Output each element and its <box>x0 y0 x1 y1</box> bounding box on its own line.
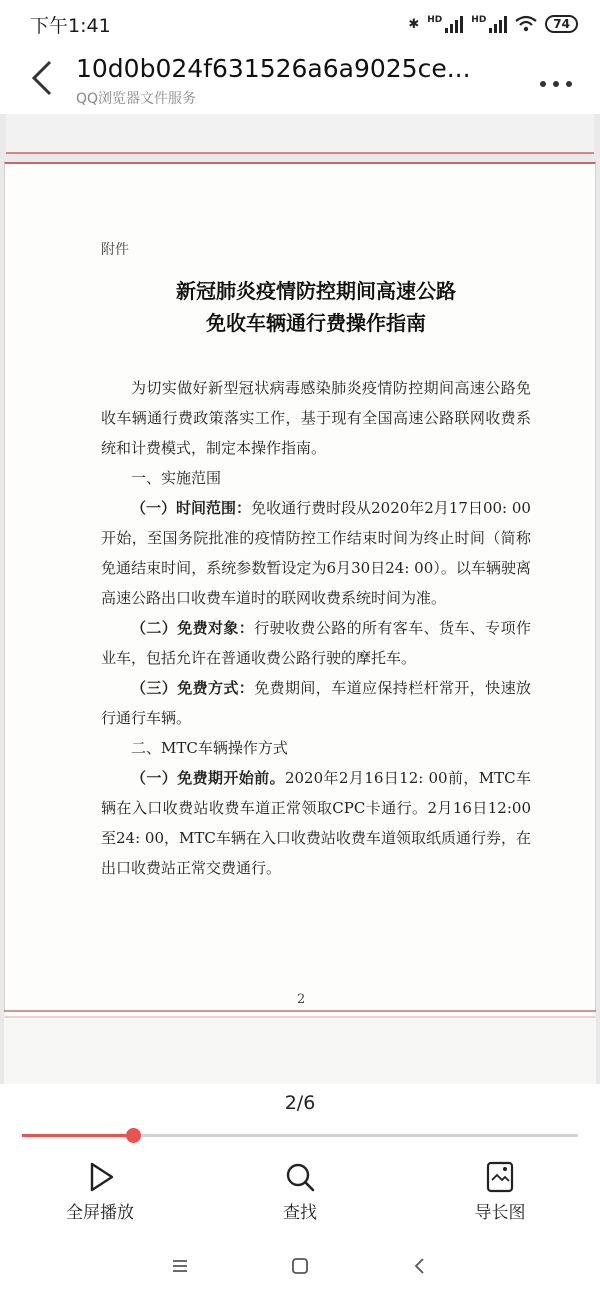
page-progress-slider[interactable] <box>22 1134 578 1137</box>
bluetooth-icon: ✱ <box>408 16 420 32</box>
search-icon <box>283 1160 317 1194</box>
paragraph-before-free-period: （一）免费期开始前。2020年2月16日12: 00前，MTC车辆在入口收费站收费车道正常领取CPC卡通行。2月16日12:00至24: 00，MTC车辆在入口收费站收费车道领取纸质通行券，在出口收费站正常交费通行。 <box>101 769 531 877</box>
title-bar <box>0 48 600 114</box>
fullscreen-play-button[interactable] <box>0 1152 200 1232</box>
status-bar <box>0 0 600 48</box>
document-title-line1: 新冠肺炎疫情防控期间高速公路 <box>176 279 456 303</box>
export-long-image-button[interactable] <box>400 1152 600 1232</box>
file-subtitle: QQ浏览器文件服务 <box>76 91 197 107</box>
menu-icon[interactable] <box>169 1255 191 1277</box>
previous-page-edge <box>6 114 594 154</box>
paragraph-free-method: （三）免费方式：免费期间，车道应保持栏杆常开，快速放行通行车辆。 <box>101 679 531 727</box>
home-icon[interactable] <box>289 1255 311 1277</box>
document-viewer[interactable] <box>0 114 600 1084</box>
page-number: 2 <box>297 992 306 1007</box>
back-arrow-icon[interactable] <box>28 58 64 98</box>
bottom-toolbar <box>0 1152 600 1232</box>
page-counter: 2/6 <box>284 1092 316 1114</box>
signal-icon: HD <box>427 15 463 33</box>
back-icon[interactable] <box>409 1255 431 1277</box>
system-nav-bar <box>0 1232 600 1300</box>
long-image-icon <box>483 1160 517 1194</box>
document-title-line2: 免收车辆通行费操作指南 <box>206 311 426 335</box>
file-title: 10d0b024f631526a6a9025ce... <box>76 54 471 83</box>
export-long-image-label: 导长图 <box>474 1203 526 1223</box>
document-content <box>101 239 531 883</box>
more-icon[interactable] <box>538 66 574 96</box>
next-page-edge <box>4 1010 596 1084</box>
find-button[interactable] <box>200 1152 400 1232</box>
find-label: 查找 <box>283 1203 317 1223</box>
progress-fill <box>22 1134 133 1137</box>
attachment-label: 附件 <box>101 242 129 258</box>
paragraph-time-scope: （一）时间范围：免收通行费时段从2020年2月17日00: 00开始，至国务院批准的疫情防控工作结束时间为终止时间（简称免通结束时间，系统参数暂设定为6月30日24: 00）。以车辆驶离高速公路出口收费车道时的联网收费系统时间为准。 <box>101 499 531 607</box>
progress-knob[interactable] <box>126 1128 141 1143</box>
battery-icon: 74 <box>545 15 578 33</box>
fullscreen-play-label: 全屏播放 <box>66 1203 134 1223</box>
wifi-icon <box>515 15 537 33</box>
section-heading-2: 二、MTC车辆操作方式 <box>131 739 288 757</box>
play-icon <box>83 1160 117 1194</box>
signal-icon-2: HD <box>471 15 507 33</box>
paragraph-free-object: （二）免费对象：行驶收费公路的所有客车、货车、专项作业车，包括允许在普通收费公路行驶的摩托车。 <box>101 619 531 667</box>
status-icons <box>408 15 578 33</box>
intro-paragraph: 为切实做好新型冠状病毒感染肺炎疫情防控期间高速公路免收车辆通行费政策落实工作，基于现有全国高速公路联网收费系统和计费模式，制定本操作指南。 <box>101 379 531 457</box>
document-page <box>4 162 596 1018</box>
section-heading-1: 一、实施范围 <box>131 469 222 487</box>
status-time: 下午1:41 <box>30 14 111 37</box>
